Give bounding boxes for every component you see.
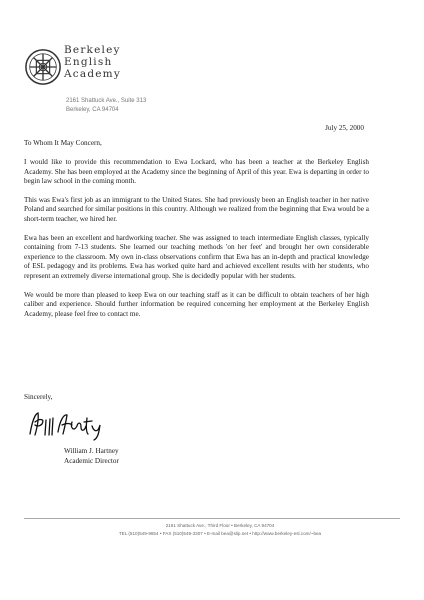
closing: Sincerely, — [24, 393, 53, 401]
org-name-line3: Academy — [64, 68, 121, 80]
org-name-line2: English — [64, 56, 113, 68]
handwritten-signature — [26, 408, 106, 442]
salutation: To Whom It May Concern, — [24, 139, 102, 147]
paragraph-4: We would be more than pleased to keep Ewa on our teaching staff as it can be difficult to obtain teachers of her high caliber and experience. Should further information be required concerning her employment at the Berkeley English Academy, please feel free to contact me. — [24, 290, 369, 318]
letterhead-address — [66, 97, 216, 115]
signer-name: William J. Hartney — [64, 447, 119, 455]
footer — [60, 522, 380, 538]
address-line2: Berkeley, CA 94704 — [66, 107, 119, 113]
letter-body — [24, 158, 369, 328]
footer-contact: TEL (510)549-9654 • FAX (510)549-3307 • E-mail bea@slip.net • http://www.berkeley-esl.com/~bea — [118, 531, 322, 536]
letter-date: July 25, 2000 — [325, 124, 364, 132]
org-name-line1: Berkeley — [64, 44, 121, 56]
paragraph-3: Ewa has been an excellent and hardworking teacher. She was assigned to teach intermediate English classes, typically containing from 7-13 students. She learned our teaching methods 'on her feet' and brought her own considerable experience to the classroom. My own in-class observations confirm that Ewa has an in-depth and practical knowledge of ESL pedagogy and its problems. Ewa has worked quite hard and achieved excellent results with her students, who represent an extremely diverse international group. She is decidedly popular with her students. — [24, 233, 369, 280]
footer-divider — [24, 518, 400, 519]
footer-address: 2161 Shattuck Ave., Third Floor • Berkeley, CA 94704 — [165, 523, 275, 528]
address-line1: 2161 Shattuck Ave., Suite 313 — [66, 98, 147, 104]
celtic-knot-icon — [24, 48, 62, 86]
organization-name — [64, 44, 204, 80]
signer-block — [64, 446, 119, 466]
paragraph-1: I would like to provide this recommendation to Ewa Lockard, who has been a teacher at the Berkeley English Academy. She has been employed at the Academy since the beginning of April of this year. Ewa is departing in order to begin law school in the coming month. — [24, 158, 369, 186]
paragraph-2: This was Ewa's first job as an immigrant to the United States. She had previously been an English teacher in her native Poland and searched for similar positions in this country. Although we realized from the beginning that Ewa would be a short-term teacher, we hired her. — [24, 195, 369, 223]
signer-title: Academic Director — [64, 457, 119, 465]
